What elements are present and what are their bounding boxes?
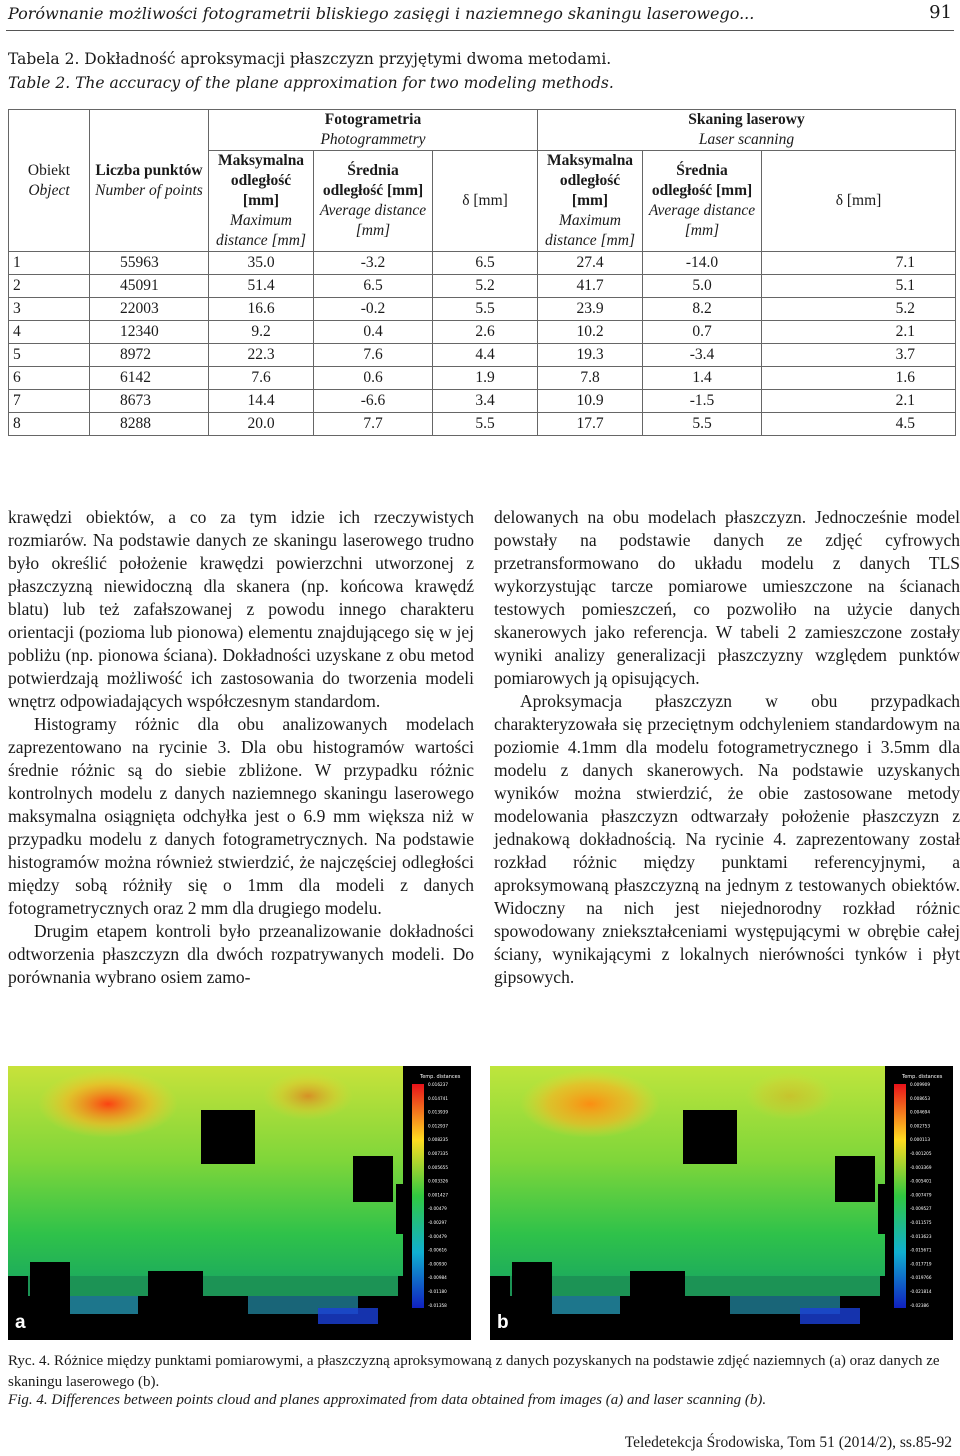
figure-panel-label: b [497,1312,509,1333]
running-header-title: Porównanie możliwości fotogrametrii bliskiego zasięgi i naziemnego skaningu laserowego... [8,4,755,23]
right-paragraph-1: delowanych na obu modelach płaszczyzn. Jednocześnie model powstały na podstawie danych ze zdjęć cyfrowych przetransformowano do układu modelu z danych TLS wykorzystując tarcze pomiarowe umieszczone na ścianach testowych pomieszczeń, co pozwoliło na użycie danych skanerowych jako referencja. W tabeli 2 zamieszczone zostały wyniki analizy generalizacji płaszczyzny względem punktów pomiarowych ją opisujących. [494,507,960,688]
colorbar-tick-label: 0.014741 [428,1095,448,1101]
figure-caption-en: Fig. 4. Differences between points cloud and planes approximated from data obtained from images (a) and laser scanning (b). [8,1392,767,1408]
table-cell: 10.9 [538,390,643,413]
table-cell: 8972 [90,344,209,367]
colorbar-title: Temp. distances [420,1074,461,1080]
colorbar-tick-label: 0.007335 [428,1151,448,1156]
colorbar-tick-label: -0.00616 [428,1247,447,1253]
colorbar-tick-label: -0.017719 [910,1261,932,1267]
table-row [9,367,956,390]
colorbar-tick-label: -0.001205 [910,1151,932,1156]
table-cell: 4.5 [762,413,956,436]
table-cell: 2.1 [762,390,956,413]
colorbar-tick-label: 0.000113 [910,1137,930,1143]
table-cell: 0.4 [314,321,433,344]
table-cell: 27.4 [538,252,643,275]
table-cell: 9.2 [209,321,314,344]
colorbar-tick-label: -0.013623 [910,1233,932,1239]
group-photogrammetry-header: Fotogrametria Photogrammetry [209,110,538,151]
colorbar-tick-label: -0.011575 [910,1220,932,1225]
table-cell: 23.9 [538,298,643,321]
right-paragraph-2: Aproksymacja płaszczyzn w obu przypadkach charakteryzowała się przeciętnym odchyleniem standardowym na poziomie 4.1mm dla modelu fotogrametrycznego i 3.5mm dla modelu z danych skanerowych. Na podstawie uzyskanych wyników można stwierdzić, że obie zastosowane metody modelowania płaszczyzn odtwarzały położenie płaszczyzn z jednakową dokładnością. Na rycinie 4. zaprezentowany został rozkład różnic między punktami referencyjnymi, a aproksymowaną płaszczyzną na jednym z testowanych obiektów. Widoczny na nich jest niejednorodny rozkład różnic spowodowany zniekształceniami występującymi w obrębie całej ściany, wynikającymi z lokalnych nierówności tynków i płyt gipsowych. [494,691,960,987]
page-footer: Teledetekcja Środowiska, Tom 51 (2014/2), ss.85-92 [624,1434,952,1451]
colorbar-tick-label: 0.003326 [428,1178,448,1184]
photo-max-header: Maksymalna odległość [mm] Maximum distance [mm] [209,151,314,252]
figure-caption-pl: Ryc. 4. Różnice między punktami pomiarowymi, a płaszczyzną aproksymowaną z danych pozyskanych na podstawie zdjęć naziemnych (a) oraz danych ze skaningu laserowego (b). [8,1353,940,1390]
table-row [9,252,956,275]
colorbar-tick-label: -0.00479 [428,1206,447,1212]
col-object-header: Obiekt Object [9,110,90,252]
colorbar-tick-label: -0.00479 [428,1233,447,1239]
table-cell: 35.0 [209,252,314,275]
table-row [9,275,956,298]
col-points-header: Liczba punktów Number of points [90,110,209,252]
colorbar-tick-label: -0.019766 [910,1275,932,1281]
table-cell: -3.4 [643,344,762,367]
colorbar-tick-label: -0.00297 [428,1220,447,1225]
colorbar-tick-label: -0.00984 [428,1275,447,1281]
table-cell: 1.4 [643,367,762,390]
table-cell: 16.6 [209,298,314,321]
colorbar-tick-label: 0.004694 [910,1109,930,1115]
table-cell: 7.8 [538,367,643,390]
colorbar-tick-label: -0.005401 [910,1178,932,1184]
table-cell: 1.6 [762,367,956,390]
table-cell: 5 [9,344,90,367]
table-cell: 5.2 [762,298,956,321]
table-cell: 8673 [90,390,209,413]
table-cell: 55963 [90,252,209,275]
colorbar-title: Temp. distances [902,1074,943,1080]
table-cell: 5.0 [643,275,762,298]
table-cell: 2.6 [433,321,538,344]
table-cell: 0.6 [314,367,433,390]
colorbar-tick-label: -0.009527 [910,1206,932,1212]
table-cell: 5.5 [433,413,538,436]
table-cell: 2.1 [762,321,956,344]
table-cell: 4 [9,321,90,344]
colorbar-tick-label: -0.02386 [910,1302,929,1308]
table-cell: 1 [9,252,90,275]
table-cell: 14.4 [209,390,314,413]
table-cell: 8288 [90,413,209,436]
table-cell: -0.2 [314,298,433,321]
window-opening [201,1110,255,1164]
table-cell: -6.6 [314,390,433,413]
table-cell: 6.5 [314,275,433,298]
table-cell: 7.6 [209,367,314,390]
table-cell: 22003 [90,298,209,321]
colorbar-tick-label: -0.01358 [428,1302,447,1308]
page-number: 91 [929,2,952,23]
window-opening [683,1110,737,1164]
table-cell: 10.2 [538,321,643,344]
table-cell: 8 [9,413,90,436]
table-cell: 45091 [90,275,209,298]
table-row [9,344,956,367]
photo-delta-header: δ [mm] [433,151,538,252]
body-left-column [8,506,474,989]
table-cell: 1.9 [433,367,538,390]
table-cell: 6 [9,367,90,390]
colorbar-tick-label: 0.001427 [428,1192,448,1198]
table-cell: 51.4 [209,275,314,298]
table-row [9,321,956,344]
table-caption-pl: Tabela 2. Dokładność aproksymacji płaszczyzn przyjętymi dwoma metodami. [8,50,612,68]
colorbar-tick-label: 0.016237 [428,1082,448,1087]
table-cell: 0.7 [643,321,762,344]
colorbar-tick-label: -0.007479 [910,1192,932,1198]
table-cell: 19.3 [538,344,643,367]
table-cell: 3.4 [433,390,538,413]
table-cell: 5.5 [643,413,762,436]
table-cell: -3.2 [314,252,433,275]
left-paragraph-3: Drugim etapem kontroli było przeanalizowanie dokładności odtworzenia płaszczyzn dla dwóch rozpatrywanych modeli. Do porównania wybrano osiem zamo- [8,921,474,987]
figure-panel-label: a [15,1312,26,1333]
laser-avg-header: Średnia odległość [mm] Average distance [mm] [643,151,762,252]
colorbar-tick-label: -0.01180 [428,1289,447,1294]
table-cell: 22.3 [209,344,314,367]
colorbar [894,1084,906,1308]
table-cell: 4.4 [433,344,538,367]
table-cell: -1.5 [643,390,762,413]
table-cell: 2 [9,275,90,298]
table-cell: 17.7 [538,413,643,436]
table-body [9,252,956,436]
colorbar-tick-label: 0.012937 [428,1123,448,1129]
table-cell: 7.6 [314,344,433,367]
group-laser-header: Skaning laserowy Laser scanning [538,110,956,151]
colorbar [412,1084,424,1308]
colorbar-tick-label: 0.008653 [910,1095,930,1101]
table-cell: 7 [9,390,90,413]
left-paragraph-2: Histogramy różnic dla obu analizowanych modelach zaprezentowano na rycinie 3. Dla obu histogramów wartości średnie różnic są do siebie zbliżone. W przypadku różnic kontrolnych modelu z danych naziemnego skaningu laserowego maksymalna osiągnięta odchyłka jest o 6.9 mm większa niż w przypadku modelu z danych fotogrametrycznych. Na podstawie histogramów można również stwierdzić, że najczęściej odległości między sobą różniły się o 1mm dla modeli z danych fotogrametrycznych oraz 2 mm dla drugiego modelu. [8,714,474,918]
table-cell: 8.2 [643,298,762,321]
colorbar-tick-label: 0.005655 [428,1164,448,1170]
table-cell: 12340 [90,321,209,344]
colorbar-tick-label: -0.015671 [910,1247,932,1253]
table-row [9,298,956,321]
colorbar-tick-label: -0.021814 [910,1289,932,1294]
figure-a-image [8,1066,471,1340]
body-right-column [494,506,960,989]
table-cell: 5.2 [433,275,538,298]
table-cell: 7.1 [762,252,956,275]
table-cell: 6.5 [433,252,538,275]
table-cell: 6142 [90,367,209,390]
table-cell: 5.1 [762,275,956,298]
colorbar-tick-label: 0.008235 [428,1137,448,1143]
table-cell: 41.7 [538,275,643,298]
table-cell: 3.7 [762,344,956,367]
laser-max-header: Maksymalna odległość [mm] Maximum distance [mm] [538,151,643,252]
table-cell: 7.7 [314,413,433,436]
table-caption-en: Table 2. The accuracy of the plane approximation for two modeling methods. [8,74,614,92]
colorbar-tick-label: -0.003369 [910,1164,932,1170]
table-cell: 3 [9,298,90,321]
accuracy-table [8,109,956,436]
left-paragraph-1: krawędzi obiektów, a co za tym idzie ich rzeczywistych rozmiarów. Na podstawie danych ze skaningu laserowego trudno było określić położenie krawędzi powierzchni utworzonej z płaszczyzną niewidoczną dla skanera (np. końcowa krawędź blatu) lub też zafałszowanej z powodu innego charakteru orientacji (pozioma lub pionowa) elementu znajdującego się w jej pobliżu (np. pionowa ściana). Dokładności uzyskane z obu metod potwierdzają możliwość ich zastosowania do tworzenia modeli wnętrz odpowiadających współczesnym standardom. [8,507,474,711]
table-cell: 20.0 [209,413,314,436]
colorbar-tick-label: -0.00930 [428,1261,447,1267]
laser-delta-header: δ [mm] [762,151,956,252]
table-row [9,390,956,413]
colorbar-tick-label: 0.002753 [910,1123,930,1129]
colorbar-tick-label: 0.009909 [910,1082,930,1087]
photo-avg-header: Średnia odległość [mm] Average distance [mm] [314,151,433,252]
colorbar-tick-label: 0.013939 [428,1109,448,1115]
header-rule [6,30,954,31]
figure-b-image [490,1066,953,1340]
table-cell: -14.0 [643,252,762,275]
table-row [9,413,956,436]
table-cell: 5.5 [433,298,538,321]
